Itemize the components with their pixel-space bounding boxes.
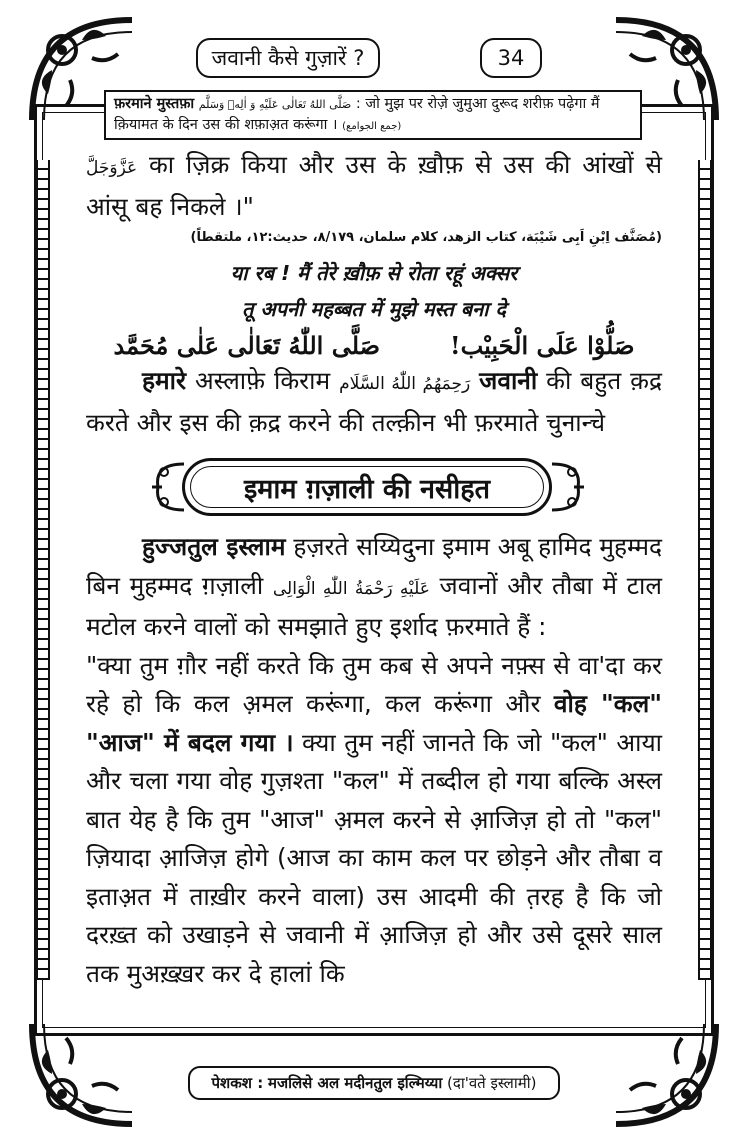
- salawat-call: صَلُّوْا عَلَى الْحَبِيْب!: [450, 331, 635, 360]
- paragraph-3-arabic: عَلَيْهِ رَحْمَةُ اللّٰهِ الْوَالِى: [272, 578, 430, 599]
- paragraph-2-bold-1: हमारे: [142, 366, 187, 395]
- main-content: [86, 146, 662, 993]
- paragraph-2-text-2: की बहुत क़द्र करते और इस की क़द्र करने की तल्क़ीन भी फ़रमाते चुनान्चे: [86, 366, 662, 437]
- heading-text: इमाम ग़ज़ाली की नसीहत: [244, 473, 490, 505]
- hadith-salutation: صَلَّى اللهُ تَعَالٰى عَلَيْهِ وَ اٰلِهٖ وَسَلَّم: [198, 98, 352, 111]
- paragraph-2-text-1: अस्लाफ़े किराम: [194, 366, 331, 395]
- paragraph-3: [86, 528, 662, 647]
- hadith-line2: क़ियामत के दिन उस की शफ़ाअ़त करूंगा ।: [114, 117, 338, 133]
- left-border-ornament: [36, 160, 50, 980]
- scroll-ornament-right: [548, 458, 588, 516]
- paragraph-3-text-2: जवानों और तौबा में टाल मटोल करने वालों को समझाते हुए इर्शाद फ़रमाते हैं :: [86, 570, 662, 641]
- salawat-response: صَلَّى اللّٰهُ تَعَالٰى عَلٰى مُحَمَّد: [113, 331, 381, 360]
- corner-ornament-bottom-left: [22, 1014, 142, 1134]
- paragraph-2-bold-2: जवानी: [479, 366, 538, 395]
- paragraph-4-bold: वोह "कल" "आज" में बदल गया ।: [86, 689, 663, 757]
- book-title: जवानी कैसे गुज़ारें ?: [196, 38, 380, 78]
- paragraph-4: [86, 647, 662, 994]
- paragraph-1-arabic: عَزَّوَجَلَّ: [86, 158, 138, 178]
- paragraph-3-bold: हुज्जतुल इस्लाम: [142, 532, 286, 561]
- hadith-source: (جمع الجوامع): [342, 121, 402, 132]
- page-number: 34: [480, 38, 542, 78]
- paragraph-2-arabic: رَحِمَهُمُ اللّٰهُ السَّلَام: [339, 374, 471, 394]
- paragraph-3-text-1: हज़रते सय्यिदुना इमाम अबू हामिद मुहम्मद बिन मुहम्मद ग़ज़ाली: [86, 532, 662, 600]
- footer-label: पेशकश :: [211, 1074, 264, 1092]
- paragraph-1: [86, 146, 662, 226]
- footer-suffix: (दा'वते इस्लामी): [447, 1074, 537, 1092]
- couplet-line-2: तू अपनी महब्बत में मुझे मस्त बना दे: [241, 297, 506, 321]
- paragraph-1-text: का ज़िक्र किया और उस के ख़ौफ़ से उस की आंखों से आंसू बह निकले ।": [86, 150, 663, 221]
- hadith-box: [104, 90, 642, 140]
- heading-banner: [182, 458, 552, 516]
- section-heading: [86, 454, 662, 522]
- right-border-ornament: [698, 160, 712, 980]
- footer-text: मजलिसे अल मदीनतुल इल्मिय्या: [267, 1074, 443, 1092]
- footer-publisher: [188, 1066, 560, 1100]
- paragraph-4-text-2: क्या तुम नहीं जानते कि जो "कल" आया और चला गया वोह गुज़श्ता "कल" में तब्दील हो गया बल्कि अस्ल बात येह है कि तुम "आज" अ़मल करने से आ़जिज़ हो तो "कल" ज़ियादा आ़जिज़ होगे (आज का काम कल पर छोड़ने और तौबा व इताअ़त में ताख़ीर करने वाला) उस आदमी की त़रह है कि जो दरख़्त को उखाड़ने से जवानी में आ़जिज़ हो और उसे दूसरे साल तक मुअख़्ख़र कर दे हालां कि: [86, 727, 663, 988]
- couplet-line-1: या रब ! मैं तेरे ख़ौफ़ से रोता रहूं अक्सर: [230, 261, 518, 285]
- corner-ornament-bottom-right: [606, 1014, 726, 1134]
- paragraph-4-text-1: "क्या तुम ग़ौर नहीं करते कि तुम कब से अपने नफ़्स से वा'दा कर रहे हो कि कल अ़मल करूंगा, कल करूंगा और: [86, 650, 662, 718]
- hadith-label: फ़रमाने मुस्तफ़ा: [114, 96, 195, 112]
- salawat-line: [86, 331, 662, 360]
- hadith-line1: : जो मुझ पर रोज़े जुमुआ दुरूद शरीफ़ पढ़ेगा मैं: [355, 96, 600, 112]
- reference-citation: (مُصَنَّف اِبْنِ اَبِی شَیْبَة، کتاب الزھد، کلام سلمان، ۸/۱۷۹، حدیث:۱۲، ملتقطاً): [190, 230, 662, 245]
- paragraph-2: [86, 362, 662, 442]
